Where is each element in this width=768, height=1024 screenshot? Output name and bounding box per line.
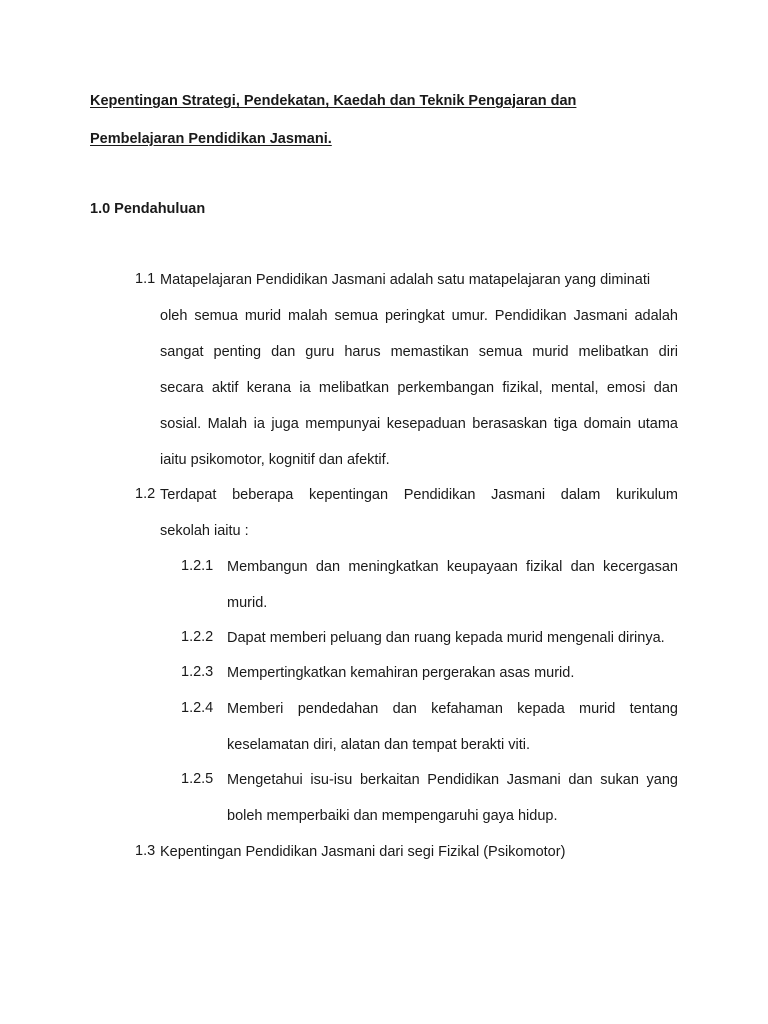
paragraph-1-1	[160, 262, 678, 478]
paragraph-1-2-1	[227, 549, 678, 621]
item-number: 1.2.5	[181, 771, 214, 787]
paragraph-1-2	[160, 477, 678, 549]
section-heading: 1.0 Pendahuluan	[90, 201, 206, 217]
paragraph-1-2-2	[227, 620, 687, 656]
paragraph-line: Membangun dan meningkatkan keupayaan fizikal dan kecergasan	[227, 559, 678, 575]
paragraph-line: sosial. Malah ia juga mempunyai kesepaduan berasaskan tiga domain utama	[160, 416, 678, 432]
paragraph-line: secara aktif kerana ia melibatkan perkembangan fizikal, mental, emosi dan	[160, 380, 678, 396]
paragraph-line: Matapelajaran Pendidikan Jasmani adalah satu matapelajaran yang diminati	[160, 272, 651, 288]
item-number: 1.2	[135, 486, 156, 502]
item-number: 1.3	[135, 843, 156, 859]
paragraph-line: Memberi pendedahan dan kefahaman kepada murid tentang	[227, 701, 678, 717]
paragraph-line: oleh semua murid malah semua peringkat umur. Pendidikan Jasmani adalah	[160, 308, 678, 324]
item-number: 1.2.3	[181, 664, 214, 680]
paragraph-line: Mengetahui isu-isu berkaitan Pendidikan Jasmani dan sukan yang	[227, 772, 678, 788]
paragraph-line: boleh memperbaiki dan mempengaruhi gaya hidup.	[227, 808, 558, 824]
paragraph-line: sekolah iaitu :	[160, 523, 249, 539]
item-number: 1.2.2	[181, 629, 214, 645]
document-title-line-1: Kepentingan Strategi, Pendekatan, Kaedah dan Teknik Pengajaran dan	[90, 93, 577, 109]
paragraph-line: murid.	[227, 595, 268, 611]
paragraph-1-2-3	[227, 655, 678, 691]
item-number: 1.2.4	[181, 700, 214, 716]
item-number: 1.2.1	[181, 558, 214, 574]
item-number: 1.1	[135, 271, 156, 287]
paragraph-line: sangat penting dan guru harus memastikan semua murid melibatkan diri	[160, 344, 678, 360]
paragraph-1-2-5	[227, 762, 678, 834]
paragraph-line: Mempertingkatkan kemahiran pergerakan asas murid.	[227, 665, 575, 681]
paragraph-line: Dapat memberi peluang dan ruang kepada murid mengenali dirinya.	[227, 630, 665, 646]
paragraph-1-2-4	[227, 691, 678, 763]
paragraph-line: iaitu psikomotor, kognitif dan afektif.	[160, 452, 390, 468]
paragraph-line: keselamatan diri, alatan dan tempat berakti viti.	[227, 737, 531, 753]
paragraph-line: Terdapat beberapa kepentingan Pendidikan Jasmani dalam kurikulum	[160, 487, 678, 503]
document-title-line-2: Pembelajaran Pendidikan Jasmani.	[90, 131, 332, 147]
paragraph-1-3	[160, 834, 678, 870]
paragraph-line: Kepentingan Pendidikan Jasmani dari segi Fizikal (Psikomotor)	[160, 844, 566, 860]
